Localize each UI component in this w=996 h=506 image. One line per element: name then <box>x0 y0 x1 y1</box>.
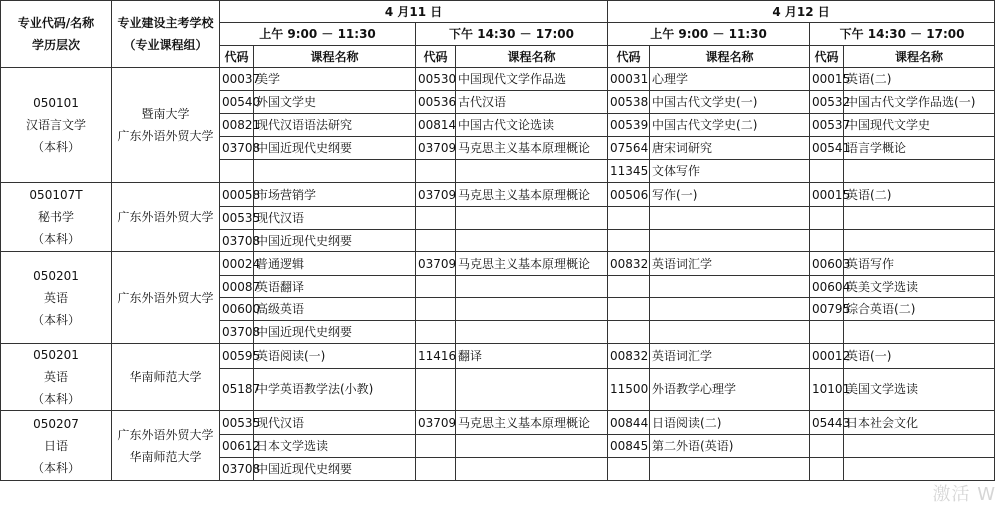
course-name: 写作(一) <box>650 183 810 207</box>
school-header-line1: 专业建设主考学校 <box>117 16 214 30</box>
code-header: 代码 <box>608 46 650 68</box>
course-header: 课程名称 <box>844 46 995 68</box>
course-code: 00535 <box>220 207 254 230</box>
major-info-line: 050201 <box>33 268 79 283</box>
major-info-cell <box>1 68 112 183</box>
major-info-line: 秘书学 <box>37 210 74 224</box>
course-code: 05443 <box>810 411 844 435</box>
course-code: 11416 <box>416 344 456 369</box>
course-name: 中国现代文学史 <box>844 114 995 137</box>
course-code: 00603 <box>810 252 844 276</box>
course-name <box>650 321 810 344</box>
course-code <box>416 298 456 321</box>
code-header: 代码 <box>220 46 254 68</box>
course-name: 高级英语 <box>254 298 416 321</box>
course-code <box>416 458 456 481</box>
school-header-line2: （专业课程组） <box>123 38 208 52</box>
major-info-line: 汉语言文学 <box>25 118 86 132</box>
course-name: 外语教学心理学 <box>650 368 810 410</box>
course-name <box>844 230 995 252</box>
course-code: 00012 <box>810 344 844 369</box>
course-code: 00058 <box>220 183 254 207</box>
course-name: 英语(二) <box>844 68 995 91</box>
course-name: 英语写作 <box>844 252 995 276</box>
course-code <box>416 435 456 458</box>
course-code <box>416 160 456 183</box>
major-info-line: （本科） <box>31 312 80 327</box>
major-info-cell <box>1 411 112 481</box>
major-info-line: （本科） <box>31 460 80 475</box>
day2-am-header: 上午 9:00 － 11:30 <box>608 23 810 46</box>
course-name <box>844 160 995 183</box>
course-name: 英语词汇学 <box>650 344 810 369</box>
course-code: 00612 <box>220 435 254 458</box>
course-name: 美学 <box>254 68 416 91</box>
school-cell <box>112 411 220 481</box>
major-header-line1: 专业代码/名称 <box>17 16 95 30</box>
course-name: 马克思主义基本原理概论 <box>456 137 608 160</box>
course-code <box>416 368 456 410</box>
course-name <box>844 435 995 458</box>
course-name <box>456 458 608 481</box>
table-row <box>1 252 995 276</box>
course-code: 00087 <box>220 276 254 298</box>
course-code: 10101 <box>810 368 844 410</box>
course-name <box>650 276 810 298</box>
course-name: 市场营销学 <box>254 183 416 207</box>
major-info-line: （本科） <box>31 232 80 246</box>
course-name: 中国古代文学史(一) <box>650 91 810 114</box>
course-code: 00795 <box>810 298 844 321</box>
course-name: 中国现代文学作品选 <box>456 68 608 91</box>
major-header <box>1 1 112 68</box>
school-name: 广东外语外贸大学 <box>117 290 214 305</box>
course-code <box>810 435 844 458</box>
course-code: 00536 <box>416 91 456 114</box>
school-name: 华南师范大学 <box>129 370 202 384</box>
major-info-cell <box>1 183 112 252</box>
course-name: 中国古代文学史(二) <box>650 114 810 137</box>
day1-header: 4 月11 日 <box>220 1 608 23</box>
course-code <box>416 276 456 298</box>
course-name: 普通逻辑 <box>254 252 416 276</box>
major-info-line: 050207 <box>33 416 79 431</box>
course-name: 马克思主义基本原理概论 <box>456 252 608 276</box>
course-name <box>650 207 810 230</box>
school-name: 广东外语外贸大学 <box>117 427 214 442</box>
course-code: 11500 <box>608 368 650 410</box>
table-row <box>1 411 995 435</box>
course-code <box>608 458 650 481</box>
major-info-line: （本科） <box>31 392 80 406</box>
course-name: 中国近现代史纲要 <box>254 137 416 160</box>
course-name <box>650 230 810 252</box>
course-name: 英语词汇学 <box>650 252 810 276</box>
course-code <box>810 160 844 183</box>
course-name: 美国文学选读 <box>844 368 995 410</box>
course-code: 00024 <box>220 252 254 276</box>
course-code: 00506 <box>608 183 650 207</box>
course-code: 00845 <box>608 435 650 458</box>
major-info-line: 英语 <box>43 290 68 305</box>
course-code: 11345 <box>608 160 650 183</box>
course-name: 中学英语教学法(小教) <box>254 368 416 410</box>
course-name <box>456 230 608 252</box>
school-cell <box>112 68 220 183</box>
course-code: 07564 <box>608 137 650 160</box>
course-code <box>220 160 254 183</box>
course-name: 文体写作 <box>650 160 810 183</box>
school-cell <box>112 344 220 411</box>
course-name <box>844 207 995 230</box>
course-name: 中国近现代史纲要 <box>254 321 416 344</box>
course-name: 马克思主义基本原理概论 <box>456 411 608 435</box>
course-name: 语言学概论 <box>844 137 995 160</box>
course-code <box>810 458 844 481</box>
course-code: 00541 <box>810 137 844 160</box>
course-name <box>844 458 995 481</box>
course-header: 课程名称 <box>254 46 416 68</box>
day1-am-header: 上午 9:00 － 11:30 <box>220 23 416 46</box>
course-code: 00540 <box>220 91 254 114</box>
course-name: 中国近现代史纲要 <box>254 230 416 252</box>
course-name: 日本社会文化 <box>844 411 995 435</box>
course-code: 00535 <box>220 411 254 435</box>
school-header <box>112 1 220 68</box>
course-name: 现代汉语 <box>254 207 416 230</box>
major-info-line: 050101 <box>33 96 79 110</box>
course-name <box>650 458 810 481</box>
course-name: 日语阅读(二) <box>650 411 810 435</box>
major-info-line: （本科） <box>31 140 80 154</box>
major-info-line: 050107T <box>29 188 83 202</box>
course-code: 00600 <box>220 298 254 321</box>
course-code <box>810 207 844 230</box>
course-code <box>810 321 844 344</box>
day1-pm-header: 下午 14:30 － 17:00 <box>416 23 608 46</box>
school-name: 广东外语外贸大学 <box>117 210 214 224</box>
day2-pm-header: 下午 14:30 － 17:00 <box>810 23 995 46</box>
course-code: 03708 <box>220 458 254 481</box>
course-name: 外国文学史 <box>254 91 416 114</box>
course-code: 03708 <box>220 230 254 252</box>
course-code: 00530 <box>416 68 456 91</box>
course-code: 00031 <box>608 68 650 91</box>
course-code: 03709 <box>416 252 456 276</box>
course-code: 00814 <box>416 114 456 137</box>
course-code <box>416 207 456 230</box>
course-code <box>416 321 456 344</box>
course-code: 00821 <box>220 114 254 137</box>
course-code: 00832 <box>608 344 650 369</box>
course-name <box>456 276 608 298</box>
course-code <box>608 298 650 321</box>
course-code <box>608 207 650 230</box>
major-header-line2: 学历层次 <box>31 38 80 52</box>
course-header: 课程名称 <box>456 46 608 68</box>
course-code: 00037 <box>220 68 254 91</box>
course-code: 00604 <box>810 276 844 298</box>
course-code: 00832 <box>608 252 650 276</box>
course-name: 第二外语(英语) <box>650 435 810 458</box>
course-name: 英美文学选读 <box>844 276 995 298</box>
table-row <box>1 183 995 207</box>
code-header: 代码 <box>810 46 844 68</box>
course-code: 00015 <box>810 68 844 91</box>
course-code <box>810 230 844 252</box>
course-name: 日本文学选读 <box>254 435 416 458</box>
school-name: 广东外语外贸大学 <box>117 129 214 143</box>
school-cell <box>112 252 220 344</box>
school-name: 暨南大学 <box>141 107 190 121</box>
course-header: 课程名称 <box>650 46 810 68</box>
course-code: 00538 <box>608 91 650 114</box>
code-header: 代码 <box>416 46 456 68</box>
course-name: 综合英语(二) <box>844 298 995 321</box>
course-name: 现代汉语 <box>254 411 416 435</box>
course-code: 00532 <box>810 91 844 114</box>
course-name <box>456 321 608 344</box>
course-code <box>608 230 650 252</box>
course-name: 英语阅读(一) <box>254 344 416 369</box>
course-name: 现代汉语语法研究 <box>254 114 416 137</box>
major-info-line: 050201 <box>33 348 79 362</box>
course-code: 00539 <box>608 114 650 137</box>
table-row <box>1 344 995 369</box>
course-name: 马克思主义基本原理概论 <box>456 183 608 207</box>
course-name: 中国近现代史纲要 <box>254 458 416 481</box>
course-name <box>456 160 608 183</box>
course-code: 00015 <box>810 183 844 207</box>
school-name: 华南师范大学 <box>129 449 202 464</box>
course-code: 03708 <box>220 321 254 344</box>
schedule-body <box>1 68 995 481</box>
course-name <box>456 435 608 458</box>
course-code: 03709 <box>416 137 456 160</box>
course-name: 心理学 <box>650 68 810 91</box>
course-code: 03709 <box>416 183 456 207</box>
course-code <box>608 321 650 344</box>
course-name: 翻译 <box>456 344 608 369</box>
course-code <box>608 276 650 298</box>
course-code: 03709 <box>416 411 456 435</box>
course-name: 唐宋词研究 <box>650 137 810 160</box>
major-info-cell <box>1 252 112 344</box>
course-code: 05187 <box>220 368 254 410</box>
course-name <box>254 160 416 183</box>
course-code: 03708 <box>220 137 254 160</box>
school-cell <box>112 183 220 252</box>
course-name <box>456 207 608 230</box>
major-info-cell <box>1 344 112 411</box>
course-name <box>456 368 608 410</box>
course-name: 中国古代文学作品选(一) <box>844 91 995 114</box>
major-info-line: 日语 <box>43 438 68 453</box>
course-name <box>456 298 608 321</box>
course-name: 中国古代文论选读 <box>456 114 608 137</box>
major-info-line: 英语 <box>43 370 68 384</box>
table-row <box>1 68 995 91</box>
course-code: 00537 <box>810 114 844 137</box>
course-name <box>844 321 995 344</box>
course-code: 00844 <box>608 411 650 435</box>
watermark: 激活 W <box>932 484 996 505</box>
course-code: 00595 <box>220 344 254 369</box>
course-name: 古代汉语 <box>456 91 608 114</box>
course-name: 英语(一) <box>844 344 995 369</box>
day2-header: 4 月12 日 <box>608 1 995 23</box>
course-name <box>650 298 810 321</box>
course-name: 英语(二) <box>844 183 995 207</box>
course-name: 英语翻译 <box>254 276 416 298</box>
course-code <box>416 230 456 252</box>
